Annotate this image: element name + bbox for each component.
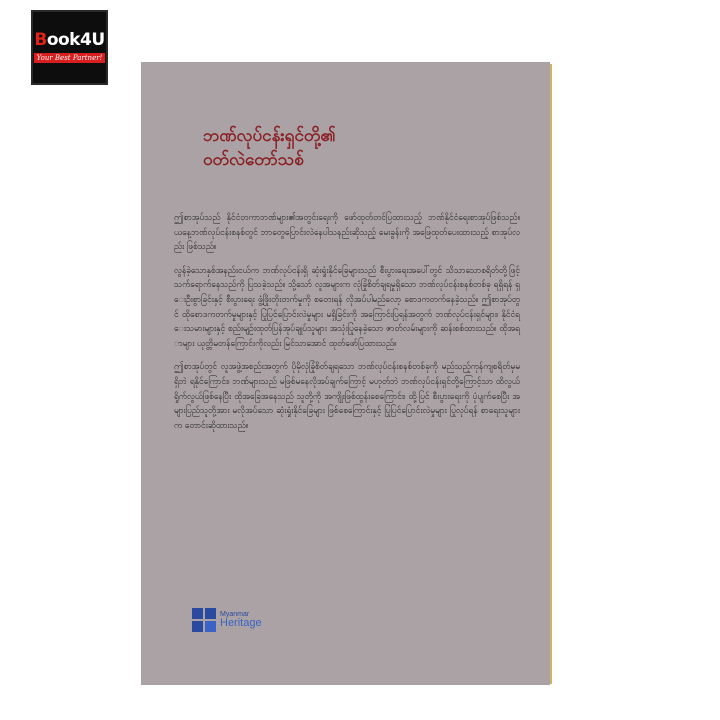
publisher-logo: [192, 608, 262, 632]
store-logo-initial: B: [34, 30, 47, 50]
publisher-name: [220, 611, 262, 629]
blurb-paragraph-2: လွန်ခဲ့သောနှစ်အနည်းငယ်က ဘဏ်လုပ်ငန်းရှိ ဆုံးရှုံးနိုင်ခြေများသည် စီးပွားရေးအပေါ်တွင် သိသာသောစရိတ်တို့ဖြင့် သက်ရောက်နေသည်ကို ပြသခဲ့သည်။ သို့သော် လူအများက လုံခြုံစိတ်ချရမှုရှိသော ဘဏ်လုပ်ငန်းစနစ်တစ်ခု ရရှိရန် ရှေးဦးစွာခြင်းနှင့် စီးပွားရေး ဖွံ့ဖြိုးတိုးတက်မှုကို စတေးရန် လိုအပ်ပါမည်လော့ စောဒကတက်နေခဲ့သည်။ ဤစာအုပ်တွင် ထိုစောဒကတက်မှုများနှင့် ပြုပြင်ပြောင်းလဲမှုများ မရှိခြင်းကို အကြောင်းပြရန်အတွက် ဘဏ်လုပ်ငန်းရှင်များ၊ နိုင်ငံရေးသမားများနှင့် စည်းမျဉ်းထုတ်ပြန်အုပ်ချုပ်သူများ အသုံးပြုနေခဲ့သော ဇာတ်လမ်းများကို ဆန်းစစ်ထားသည်။ ထိုအရာများ ယုတ္တိမတန်ကြောင်းကိုလည်း မြင်သာအောင် ထုတ်ဖော်ပြထားသည်။: [174, 264, 520, 348]
publisher-line-2: Heritage: [220, 617, 262, 629]
book-title-line-2: ဝတ်လဲတော်သစ်: [203, 150, 304, 170]
blurb-paragraph-3: ဤစာအုပ်တွင် လူအဖွဲ့အစည်းအတွက် ပိုမိုလုံခြုံစိတ်ချရသော ဘဏ်လုပ်ငန်းစနစ်တစ်ခုကို မည်သည့်ကုန်ကျစရိတ်မှမရှိဘဲ ရနိုင်ကြောင်း၊ ဘဏ်များသည် မဖြစ်မနေလိုအပ်ချက်ကြောင့် မဟုတ်ဘဲ ဘဏ်လုပ်ငန်းရှင်တို့ကြောင့်သာ ထိလွယ်ရှိုက်လွယ်ဖြစ်နေပြီး ထိုအခြေအနေသည် သူတို့ကို အကျိုးဖြစ်ထွန်းစေကြောင်း၊ ထို့ပြင် စီးပွားရေးကို ပုံပျက်စေပြီး အများပြည်သူတို့အား မလိုအပ်သော ဆုံးရှုံးနိုင်ခြေများ ဖြစ်စေကြောင်းနှင့် ပြုပြင်ပြောင်းလဲမှုများ ပြုလုပ်ရန် စာရေးသူများက တောင်းဆိုထားသည်။: [174, 361, 520, 430]
book-title: [203, 124, 523, 172]
blurb-paragraph-1: ဤစာအုပ်သည် နိုင်ငံတကာဘဏ်များ၏အတွင်းရေးကို ဖော်ထုတ်တင်ပြထားသည့် ဘဏ်နိုင်ငံရေးစာအုပ်ဖြစ်သည်။ ယနေ့ဘဏ်လုပ်ငန်းစနစ်တွင် ဘာတွေပြောင်းလဲနေပါသနည်းဆိုသည့် မေးခွန်းကို အဖြေထုတ်ပေးထားသည့် စာအုပ်လည်း ဖြစ်သည်။: [174, 212, 520, 252]
book-back-cover: [141, 62, 550, 685]
publisher-line-1: Myanmar: [220, 611, 250, 618]
book-title-line-1: ဘဏ်လုပ်ငန်းရှင်တို့၏: [203, 126, 336, 146]
publisher-mark-icon: [192, 608, 216, 632]
book-blurb: [174, 210, 520, 441]
store-logo-title: [34, 32, 104, 49]
store-logo-tagline: Your Best Partner!: [34, 53, 106, 63]
store-logo[interactable]: [31, 10, 108, 85]
store-logo-name: ook4U: [46, 30, 105, 50]
